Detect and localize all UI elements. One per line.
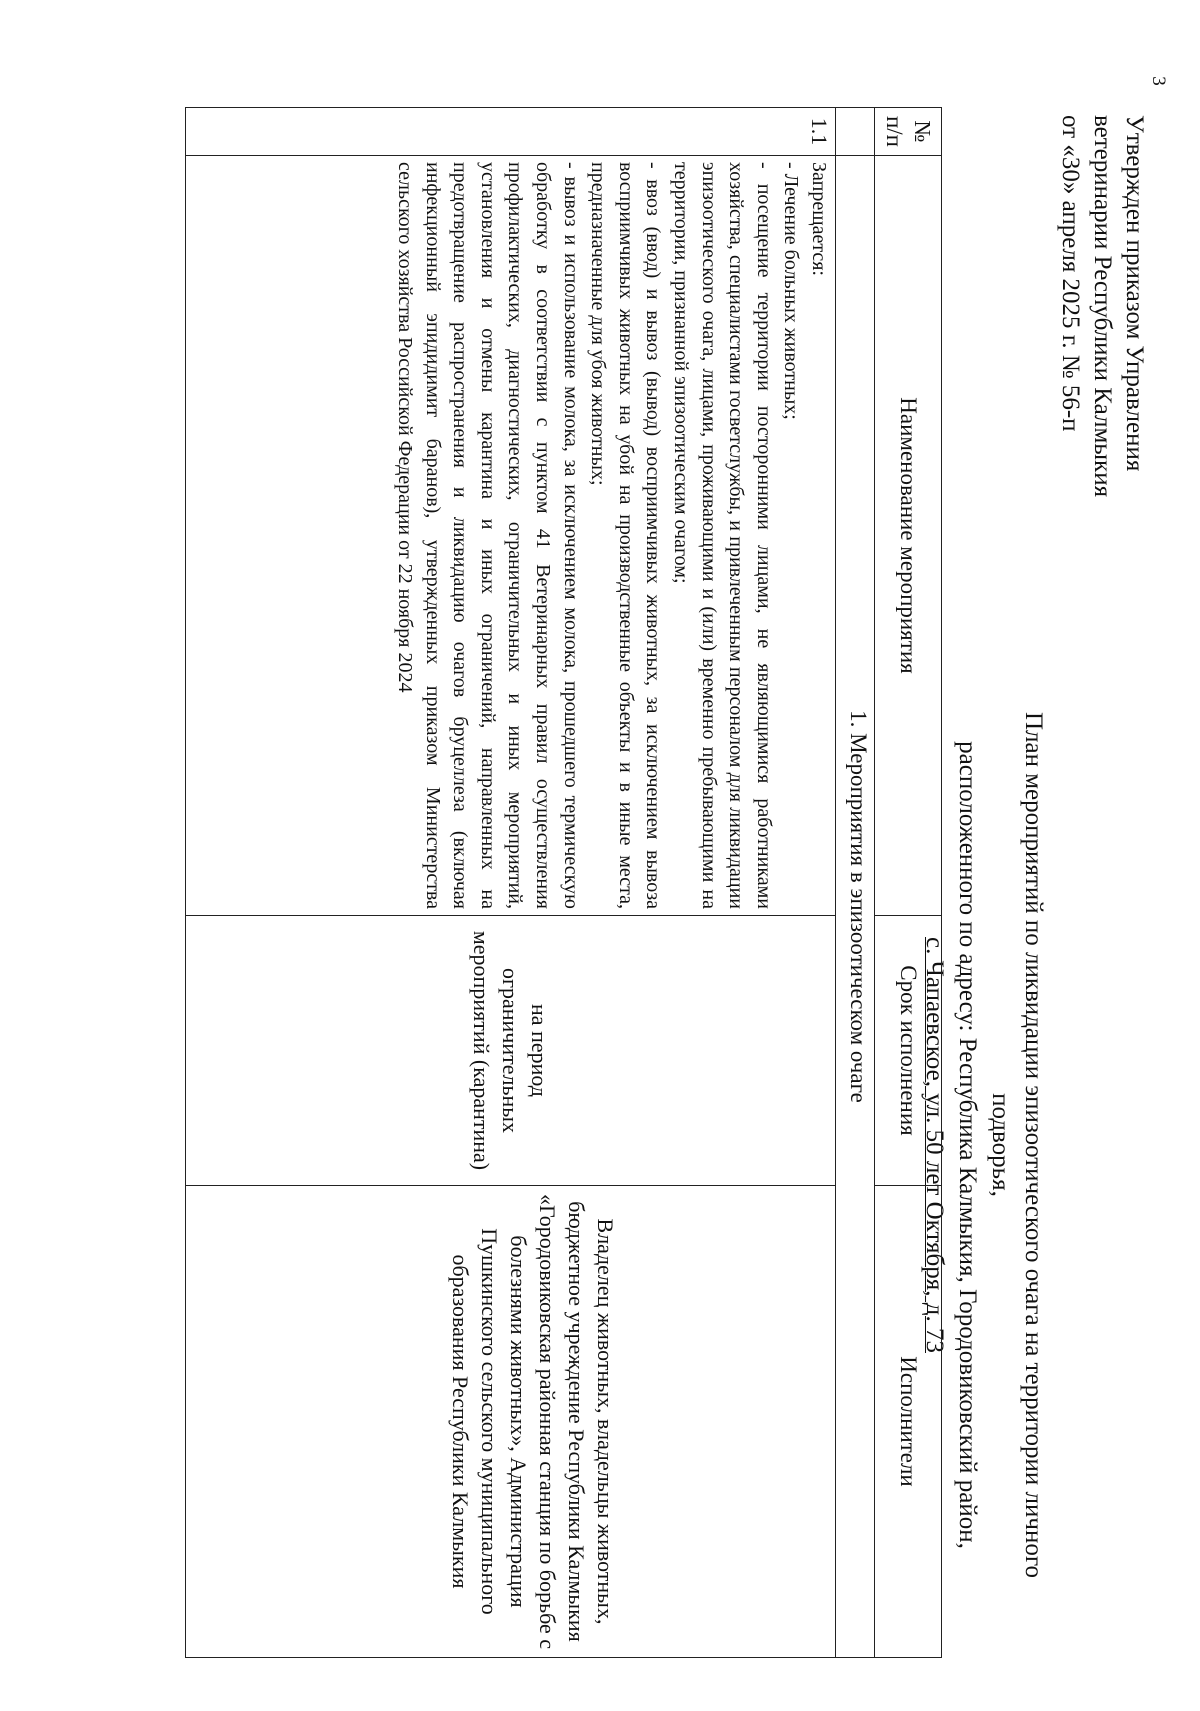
- approval-line-3: от «30» апреля 2025 г. № 56-п: [1057, 115, 1084, 432]
- executors-line-1: Владелец животных, владельцы животных,: [593, 1218, 618, 1625]
- page-number: 3: [1147, 76, 1169, 86]
- approval-line-1: Утвержден приказом Управления: [1121, 115, 1148, 472]
- measures-table: [185, 107, 942, 1658]
- measure-item: - вывоз и использование молока, за исключением молока, прошедшего термическую обработку в соответствии с пунктом 41 Ветеринарных правил осуществления профилактических, диагностических, ограничительных и иных мероприятий, установления и отмены карантина и иных ограничений, направленных на предотвращение распространения и ликвидацию очагов бруцеллеза (включая инфекционный эпидидимит баранов), утвержденных приказом Министерства сельского хозяйства Российской Федерации от 22 ноября 2024: [394, 162, 582, 909]
- document-sheet: [100, 75, 1160, 1655]
- measure-item: - ввоз (ввод) и вывоз (вывод) восприимчивых животных, за исключением вывоза восприимчивых животных на убой на производственные объекты и в иные места, предназначенные для убоя животных;: [587, 162, 665, 909]
- section-title: 1. Мероприятия в эпизоотическом очаге: [836, 156, 875, 1658]
- header-name: Наименование мероприятия: [875, 156, 942, 916]
- section-spacer: [836, 108, 875, 156]
- executors-cell: [186, 1186, 836, 1658]
- measure-item: Запрещается:: [808, 162, 830, 276]
- header-term: Срок исполнения: [875, 916, 942, 1186]
- measures-cell: [186, 156, 836, 916]
- plan-title-line-1: План мероприятий по ликвидации эпизоотического очага на территории личного подворья,: [987, 711, 1047, 1578]
- plan-title-line-2: расположенного по адресу: Республика Калмыкия, Городовиковский район,: [954, 741, 981, 1549]
- header-num: № п/п: [875, 108, 942, 156]
- row-number: 1.1: [186, 108, 836, 156]
- approval-stamp-text: [1054, 115, 1150, 497]
- measure-item: - посещение территории посторонними лицами, не являющимися работниками хозяйства, специалистами госветслужбы, и привлеченным персоналом для ликвидации эпизоотического очага, лицами, проживающими и (или) временно пребывающими на территории, признанной эпизоотическим очагом;: [670, 162, 775, 909]
- header-executors: Исполнители: [875, 1186, 942, 1658]
- table-header-row: [875, 108, 942, 1658]
- section-row: [836, 108, 875, 1658]
- executors-line-2: бюджетное учреждение Республики Калмыкия «Городовиковская районная станция по борьбе с болезнями животных», Администрация Пушкинского сельского муниципального образования Республики Калмыкия: [448, 1193, 589, 1650]
- table-row: [186, 108, 836, 1658]
- approval-line-2: ветеринарии Республики Калмыкия: [1089, 115, 1116, 498]
- plan-title-line-3: с. Чапаевское, ул. 50 лет Октября, д. 73: [921, 937, 948, 1353]
- term-cell: на период ограничительных мероприятий (карантина): [186, 916, 836, 1186]
- measure-item: - Лечение больных животных;: [780, 162, 803, 420]
